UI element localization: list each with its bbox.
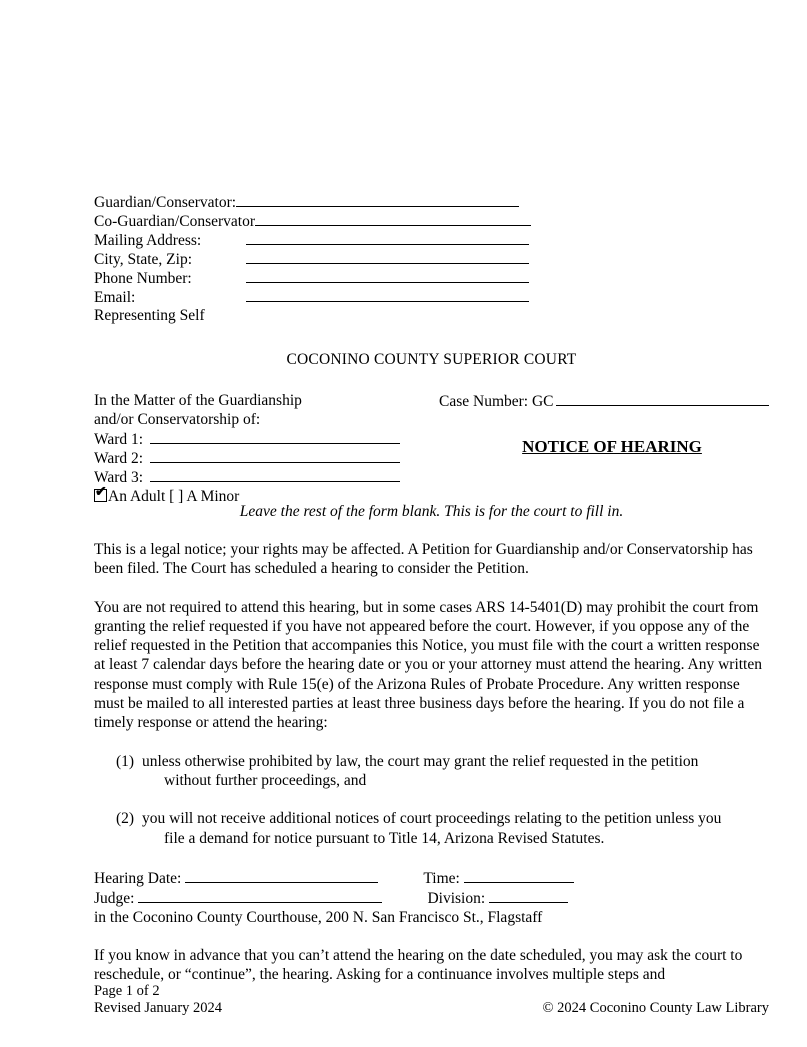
- field-row-mailing-address: [94, 230, 769, 249]
- document-title: NOTICE OF HEARING: [522, 437, 702, 456]
- city-state-zip-input[interactable]: [246, 249, 529, 264]
- hearing-time-input[interactable]: [464, 867, 574, 883]
- caption-left-column: [94, 391, 424, 506]
- document-body: [94, 192, 769, 984]
- checkmark-icon: ✔: [95, 485, 107, 500]
- field-row-city-state-zip: [94, 249, 769, 268]
- field-row-hearing-date-time: [94, 867, 769, 887]
- list-item: [94, 752, 769, 791]
- copyright-notice: © 2024 Coconino County Law Library: [542, 1000, 769, 1016]
- page-footer: [94, 983, 769, 1017]
- ward-3-label: Ward 3:: [94, 469, 144, 486]
- consequences-list: [94, 752, 769, 848]
- adult-minor-row: [94, 485, 424, 506]
- paragraph-attendance-requirements: You are not required to attend this hearing, but in some cases ARS 14-5401(D) may prohibit the court from granting the relief requested if you have not appeared before the court. However, if you oppose any of the relief requested in the Petition that accompanies this Notice, you must file with the court a written response at least 7 calendar days before the hearing date or you or your attorney must attend the hearing. Any written response must comply with Rule 15(e) of the Arizona Rules of Probate Procedure. Any written response must be mailed to all interested parties at least three business days before the hearing. If you do not file a timely response or attend the hearing:: [94, 598, 762, 732]
- ward-2-input[interactable]: [150, 448, 400, 463]
- list-item-number: (1): [116, 752, 135, 770]
- caption-right-column: [439, 391, 769, 457]
- ward-1-input[interactable]: [150, 429, 400, 444]
- judge-input[interactable]: [138, 887, 382, 903]
- list-item: [94, 809, 769, 848]
- guardian-conservator-label: Guardian/Conservator:: [94, 194, 237, 211]
- matter-line-2: and/or Conservatorship of:: [94, 411, 261, 428]
- hearing-date-input[interactable]: [185, 867, 378, 883]
- division-label: Division:: [427, 889, 486, 907]
- ward-3-input[interactable]: [150, 467, 400, 482]
- ward-2-label: Ward 2:: [94, 450, 144, 467]
- co-guardian-conservator-input[interactable]: [255, 211, 531, 226]
- courthouse-address: in the Coconino County Courthouse, 200 N. San Francisco St., Flagstaff: [94, 908, 543, 926]
- co-guardian-conservator-label: Co-Guardian/Conservator: [94, 213, 255, 230]
- email-input[interactable]: [246, 287, 529, 302]
- division-input[interactable]: [489, 887, 568, 903]
- hearing-time-label: Time:: [423, 869, 460, 887]
- case-number-input[interactable]: [556, 391, 769, 406]
- field-row-case-number: [439, 391, 769, 411]
- field-row-ward-1: [94, 429, 424, 448]
- ward-1-label: Ward 1:: [94, 431, 144, 448]
- field-row-phone-number: [94, 268, 769, 287]
- phone-number-input[interactable]: [246, 268, 529, 283]
- hearing-details-block: [94, 867, 769, 927]
- list-item-line-2: file a demand for notice pursuant to Title 14, Arizona Revised Statutes.: [164, 829, 605, 847]
- email-label: Email:: [94, 289, 136, 306]
- field-row-judge-division: [94, 887, 769, 907]
- field-row-co-guardian-conservator: [94, 211, 769, 230]
- case-number-label: Case Number: GC: [439, 393, 554, 410]
- representing-self-label: Representing Self: [94, 307, 205, 324]
- court-fill-instruction: Leave the rest of the form blank. This is for the court to fill in.: [239, 503, 624, 520]
- list-item-line-1: you will not receive additional notices of court proceedings relating to the petition unless you: [142, 810, 722, 828]
- judge-label: Judge:: [94, 889, 135, 907]
- field-row-email: [94, 287, 769, 306]
- field-row-representing: [94, 306, 769, 325]
- adult-checkbox[interactable]: [94, 485, 107, 502]
- paragraph-legal-notice: This is a legal notice; your rights may be affected. A Petition for Guardianship and/or Conservatorship has been filed. The Court has scheduled a hearing to consider the Petition.: [94, 541, 753, 578]
- mailing-address-input[interactable]: [246, 230, 529, 245]
- list-item-line-1: unless otherwise prohibited by law, the court may grant the relief requested in the petition: [142, 752, 699, 770]
- list-item-number: (2): [116, 810, 135, 828]
- list-item-text: [142, 809, 769, 848]
- adult-minor-label: An Adult [ ] A Minor: [108, 488, 240, 505]
- field-row-guardian-conservator: [94, 192, 769, 211]
- city-state-zip-label: City, State, Zip:: [94, 251, 193, 268]
- footer-left: [94, 983, 222, 1017]
- court-title: COCONINO COUNTY SUPERIOR COURT: [286, 351, 577, 368]
- matter-line-1: In the Matter of the Guardianship: [94, 392, 302, 409]
- guardian-conservator-input[interactable]: [236, 192, 519, 207]
- party-information-block: [94, 192, 769, 325]
- page-number: Page 1 of 2: [94, 983, 160, 999]
- list-item-line-2: without further proceedings, and: [164, 771, 367, 789]
- phone-number-label: Phone Number:: [94, 270, 192, 287]
- field-row-ward-3: [94, 467, 424, 486]
- paragraph-continuance: If you know in advance that you can’t attend the hearing on the date scheduled, you may ask the court to reschedule, or “continue”, the hearing. Asking for a continuance involves multiple steps and: [94, 946, 743, 984]
- case-caption: [94, 391, 769, 505]
- hearing-date-label: Hearing Date:: [94, 869, 182, 887]
- mailing-address-label: Mailing Address:: [94, 232, 202, 249]
- field-row-ward-2: [94, 448, 424, 467]
- list-item-text: [142, 752, 769, 791]
- revision-date: Revised January 2024: [94, 1000, 223, 1016]
